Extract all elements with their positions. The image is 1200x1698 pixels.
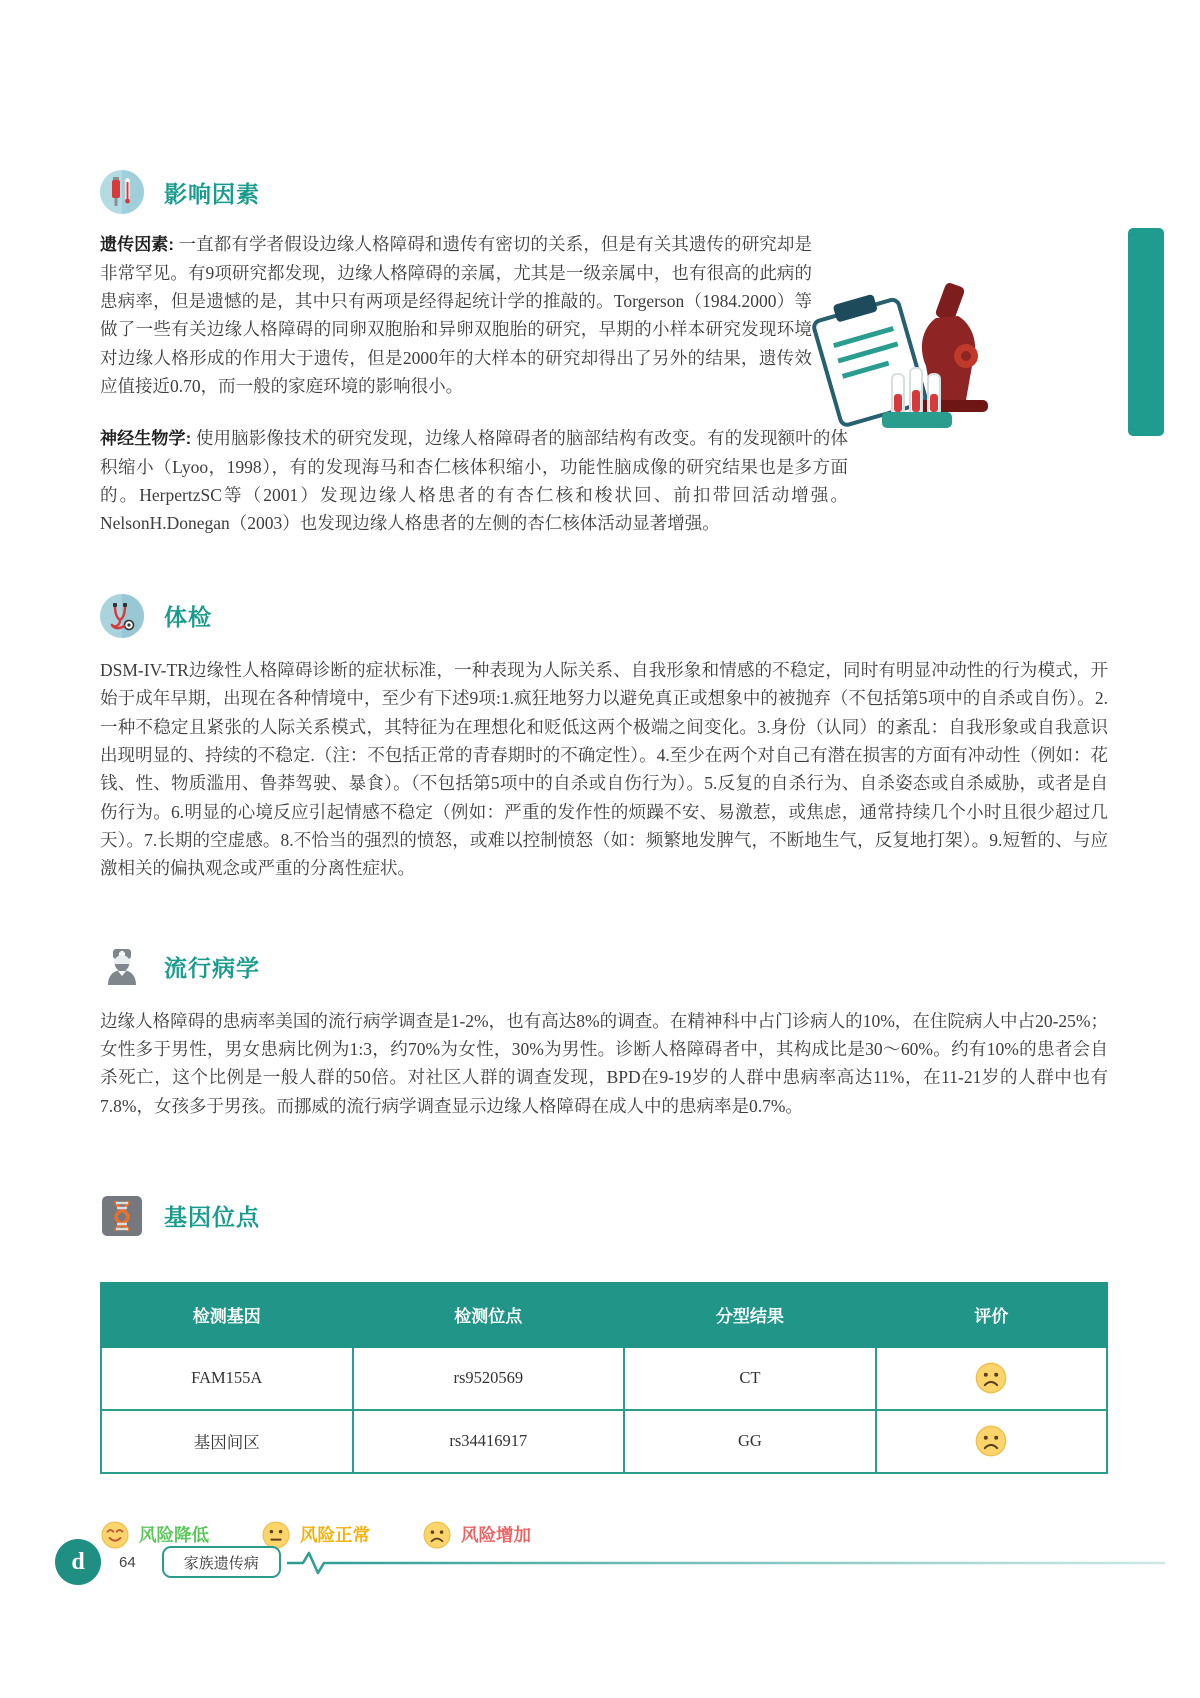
cell-gene: 基因间区 xyxy=(101,1410,353,1473)
genetic-factors-paragraph xyxy=(100,230,812,400)
section-title: 基因位点 xyxy=(164,1204,260,1231)
table-header-row xyxy=(101,1283,1107,1347)
sad-face-icon xyxy=(974,1361,1008,1395)
genetic-factors-text: 一直都有学者假设边缘人格障碍和遗传有密切的关系，但是有关其遗传的研究却是非常罕见。有9项研究都发现，边缘人格障碍的亲属，尤其是一级亲属中，也有很高的此病的患病率，但是遗憾的是，其中只有两项是经得起统计学的推敲的。Torgerson（1984.2000）等做了一些有关边缘人格障碍的同卵双胞胎和异卵双胞胎的研究，早期的小样本研究发现环境对边缘人格形成的作用大于遗传，但是2000年的大样本的研究却得出了另外的结果，遗传效应值接近0.70，而一般的家庭环境的影响很小。 xyxy=(100,234,813,396)
section-header xyxy=(100,1194,1108,1238)
neurobiology-paragraph xyxy=(100,424,848,538)
neurobiology-text: 使用脑影像技术的研究发现，边缘人格障碍者的脑部结构有改变。有的发现额叶的体积缩小（Lyoo，1998），有的发现海马和杏仁核体积缩小，功能性脑成像的研究结果也是多方面的。HerpertzSC等（2001）发现边缘人格患者的有杏仁核和梭状回、前扣带回活动增强。NelsonH.Donegan（2003）也发现边缘人格患者的左侧的杏仁核体活动显著增强。 xyxy=(100,428,848,534)
syringe-thermometer-icon xyxy=(100,170,144,214)
cell-locus: rs9520569 xyxy=(353,1347,625,1410)
section-title: 流行病学 xyxy=(164,955,260,982)
legend-label: 风险正常 xyxy=(300,1525,370,1546)
header-evaluation: 评价 xyxy=(876,1283,1107,1347)
header-gene: 检测基因 xyxy=(101,1283,353,1347)
cell-genotype: CT xyxy=(624,1347,876,1410)
genetic-factors-label: 遗传因素: xyxy=(100,235,175,254)
stethoscope-icon xyxy=(100,594,144,638)
cell-evaluation xyxy=(876,1410,1107,1473)
cell-evaluation xyxy=(876,1347,1107,1410)
cell-genotype: GG xyxy=(624,1410,876,1473)
dna-icon xyxy=(100,1194,144,1238)
table-row xyxy=(101,1410,1107,1473)
section-epidemiology xyxy=(100,945,1108,1120)
section-header xyxy=(100,170,1108,214)
header-genotype: 分型结果 xyxy=(624,1283,876,1347)
sad-face-icon xyxy=(974,1424,1008,1458)
legend-label: 风险降低 xyxy=(139,1525,209,1546)
brand-logo: d xyxy=(55,1539,101,1585)
legend-label: 风险增加 xyxy=(461,1525,531,1546)
page-number: 64 xyxy=(119,1553,136,1571)
category-tag: 家族遗传病 xyxy=(162,1546,281,1578)
heartbeat-line-icon xyxy=(287,1548,1165,1576)
page-footer xyxy=(55,1538,1165,1586)
epidemiology-paragraph: 边缘人格障碍的患病率美国的流行病学调查是1-2%，也有高达8%的调查。在精神科中占门诊病人的10%，在住院病人中占20-25%；女性多于男性，男女患病比例为1:3，约70%为女性，30%为男性。诊断人格障碍者中，其构成比是30～60%。约有10%的患者会自杀死亡，这个比例是一般人群的50倍。对社区人群的调查发现，BPD在9-19岁的人群中患病率高达11%，在11-21岁的人群中也有7.8%，女孩多于男孩。而挪威的流行病学调查显示边缘人格障碍在成人中的患病率是0.7%。 xyxy=(100,1010,1108,1116)
cell-gene: FAM155A xyxy=(101,1347,353,1410)
doctor-icon xyxy=(100,945,144,989)
section-influencing-factors xyxy=(100,0,1108,538)
gene-loci-table xyxy=(100,1282,1108,1474)
section-physical-exam xyxy=(100,594,1108,883)
section-gene-loci xyxy=(100,1194,1108,1550)
neurobiology-label: 神经生物学: xyxy=(100,429,192,449)
report-content xyxy=(100,0,1108,1550)
section-header xyxy=(100,945,1108,989)
physical-exam-paragraph: DSM-IV-TR边缘性人格障碍诊断的症状标准，一种表现为人际关系、自我形象和情感的不稳定，同时有明显冲动性的行为模式，开始于成年早期，出现在各种情境中，至少有下述9项:1.疯狂地努力以避免真正或想象中的被抛弃（不包括第5项中的自杀或自伤）。2.一种不稳定且紧张的人际关系模式，其特征为在理想化和贬低这两个极端之间变化。3.身份（认同）的紊乱：自我形象或自我意识出现明显的、持续的不稳定.（注：不包括正常的青春期时的不确定性）。4.至少在两个对自己有潜在损害的方面有冲动性（例如：花钱、性、物质滥用、鲁莽驾驶、暴食）。（不包括第5项中的自杀或自伤行为）。5.反复的自杀行为、自杀姿态或自杀威胁，或者是自伤行为。6.明显的心境反应引起情感不稳定（例如：严重的发作性的烦躁不安、易激惹，或焦虑，通常持续几个小时且很少超过几天）。7.长期的空虚感。8.不恰当的强烈的愤怒，或难以控制愤怒（如：频繁地发脾气，不断地生气，反复地打架）。9.短暂的、与应激相关的偏执观念或严重的分离性症状。 xyxy=(100,659,1108,879)
section-title: 体检 xyxy=(164,604,212,631)
section-title: 影响因素 xyxy=(164,180,260,207)
table-row xyxy=(101,1347,1107,1410)
header-locus: 检测位点 xyxy=(353,1283,625,1347)
section-header xyxy=(100,594,1108,638)
decorative-side-bar xyxy=(1128,228,1164,436)
cell-locus: rs34416917 xyxy=(353,1410,625,1473)
